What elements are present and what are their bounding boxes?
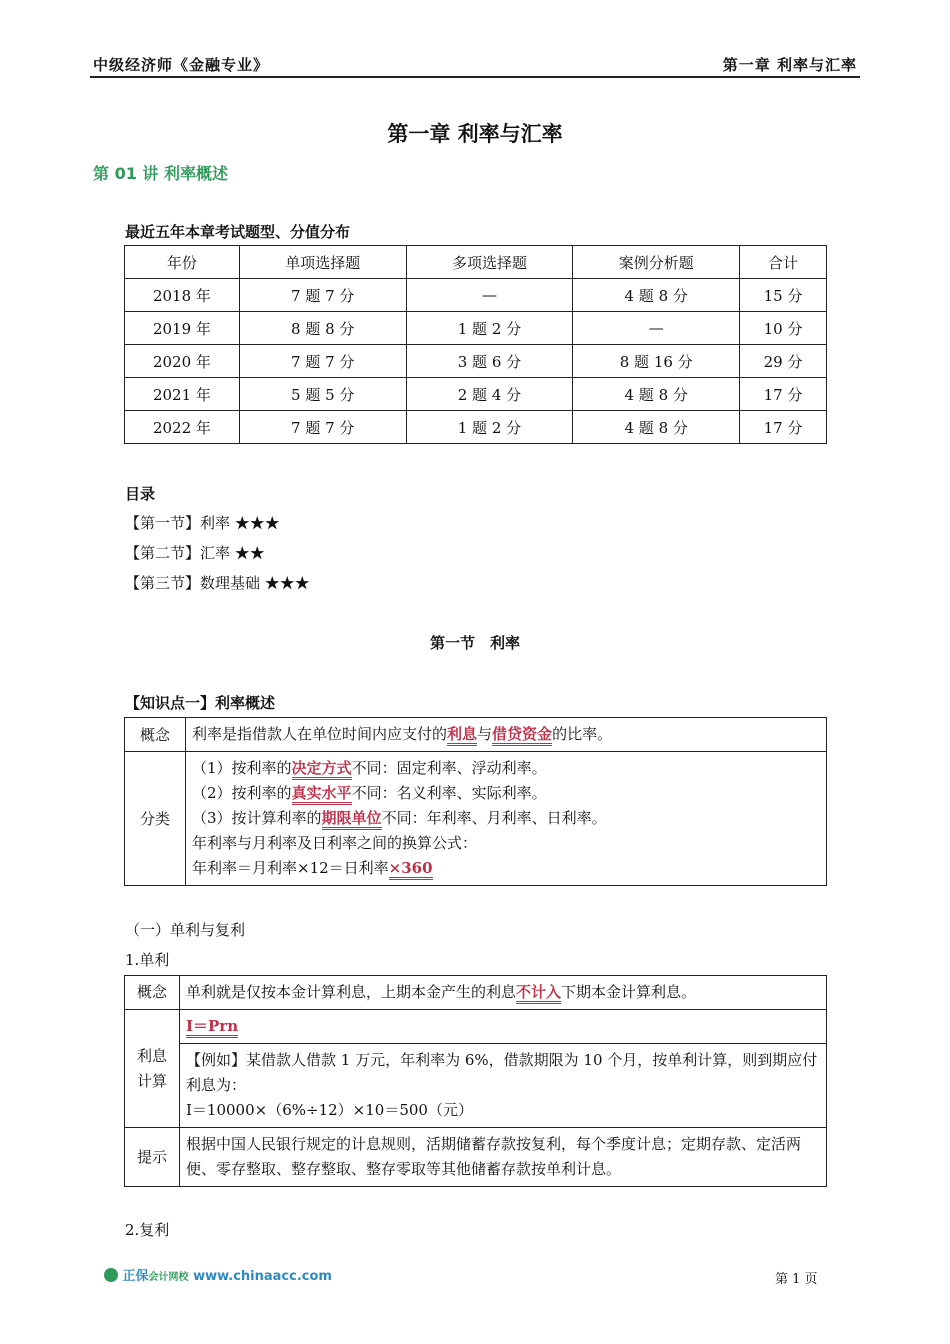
table-cell: 29 分 — [740, 345, 827, 378]
table-cell: 1 题 2 分 — [406, 312, 573, 345]
header-divider — [90, 76, 860, 78]
header-cell: 单项选择题 — [239, 246, 406, 279]
table-row — [125, 1010, 827, 1044]
table-cell: 2018 年 — [125, 279, 240, 312]
table-cell: 17 分 — [740, 378, 827, 411]
highlight-term: ×360 — [389, 859, 433, 880]
table-row — [125, 411, 827, 444]
table-row — [125, 976, 827, 1010]
table-cell: 7 题 7 分 — [239, 345, 406, 378]
table-cell: 2019 年 — [125, 312, 240, 345]
text: 的比率。 — [552, 725, 613, 743]
toc-item: 【第二节】汇率 ★★ — [125, 544, 265, 562]
conversion-caption: 年利率与月利率及日利率之间的换算公式： — [192, 834, 478, 852]
table-row — [125, 378, 827, 411]
logo-icon — [104, 1268, 118, 1282]
text: 不同：固定利率、浮动利率。 — [351, 759, 547, 777]
table-cell: 4 题 8 分 — [573, 279, 740, 312]
section-title: 第一节 利率 — [429, 634, 520, 652]
table-cell: 2020 年 — [125, 345, 240, 378]
row-label: 概念 — [125, 976, 180, 1010]
table-cell: 2 题 4 分 — [406, 378, 573, 411]
concept-text — [186, 718, 827, 752]
row-label-line: 计算 — [136, 1071, 167, 1090]
header-cell: 年份 — [125, 246, 240, 279]
highlight-term: 借贷资金 — [492, 725, 552, 746]
table-row — [125, 1128, 827, 1187]
toc-item: 【第一节】利率 ★★★ — [125, 514, 280, 532]
table-cell: 8 题 8 分 — [239, 312, 406, 345]
logo-brand: 正保 — [122, 1269, 149, 1284]
subsection-number: 2.复利 — [125, 1221, 170, 1239]
subsection-heading: （一）单利与复利 — [125, 921, 246, 939]
text: （3）按计算利率的 — [192, 809, 322, 827]
highlight-term: 真实水平 — [292, 784, 352, 805]
row-label — [125, 1010, 180, 1128]
concept-text — [180, 976, 827, 1010]
text: 下期本金计算利息。 — [561, 983, 697, 1001]
table-cell: 17 分 — [740, 411, 827, 444]
header-cell: 合计 — [740, 246, 827, 279]
table-row — [125, 345, 827, 378]
table-cell: 2022 年 — [125, 411, 240, 444]
subsection-number: 1.单利 — [125, 951, 170, 969]
header-cell: 多项选择题 — [406, 246, 573, 279]
row-label: 提示 — [125, 1128, 180, 1187]
distribution-table — [124, 245, 827, 444]
highlight-term: 决定方式 — [292, 759, 352, 780]
table-cell: 2021 年 — [125, 378, 240, 411]
example-calc: I＝10000×（6%÷12）×10＝500（元） — [186, 1101, 473, 1119]
table-row — [125, 1044, 827, 1128]
classification-text — [186, 752, 827, 886]
lecture-title: 第 01 讲 利率概述 — [93, 164, 228, 183]
logo-sub: 会计网校 — [148, 1272, 189, 1283]
text: 单利就是仅按本金计算利息，上期本金产生的利息 — [186, 983, 517, 1001]
table-header-row — [125, 246, 827, 279]
text: （2）按利率的 — [192, 784, 292, 802]
header-left-title: 中级经济师《金融专业》 — [93, 56, 270, 74]
table-cell: 4 题 8 分 — [573, 378, 740, 411]
table-row — [125, 312, 827, 345]
row-label-line: 利息 — [136, 1046, 167, 1065]
table-row — [125, 718, 827, 752]
row-label: 分类 — [125, 752, 186, 886]
table-row — [125, 752, 827, 886]
table-cell: — — [406, 279, 573, 312]
text: 不同：名义利率、实际利率。 — [351, 784, 547, 802]
table-cell: 15 分 — [740, 279, 827, 312]
classification-line — [192, 806, 820, 831]
text: 不同：年利率、月利率、日利率。 — [381, 809, 607, 827]
footer-logo[interactable] — [104, 1265, 332, 1284]
logo-url: www.chinaacc.com — [193, 1269, 332, 1284]
text: 与 — [477, 725, 493, 743]
formula: I＝Prn — [186, 1017, 238, 1038]
toc-title: 目录 — [125, 485, 156, 503]
text: 年利率＝月利率×12＝日利率 — [192, 859, 389, 877]
knowledge-point-title: 【知识点一】利率概述 — [125, 694, 276, 712]
text: （1）按利率的 — [192, 759, 292, 777]
table-row — [125, 279, 827, 312]
example-cell — [180, 1044, 827, 1128]
table-cell: 1 题 2 分 — [406, 411, 573, 444]
table-cell: 3 题 6 分 — [406, 345, 573, 378]
interest-overview-table — [124, 717, 827, 886]
table-cell: 8 题 16 分 — [573, 345, 740, 378]
header-right-title: 第一章 利率与汇率 — [722, 56, 857, 74]
row-label: 概念 — [125, 718, 186, 752]
header-cell: 案例分析题 — [573, 246, 740, 279]
text: 利率是指借款人在单位时间内应支付的 — [192, 725, 448, 743]
table-cell: 5 题 5 分 — [239, 378, 406, 411]
chapter-title: 第一章 利率与汇率 — [387, 121, 563, 146]
table-cell: 10 分 — [740, 312, 827, 345]
distribution-caption: 最近五年本章考试题型、分值分布 — [125, 223, 351, 241]
example-text: 【例如】某借款人借款 1 万元，年利率为 6%，借款期限为 10 个月，按单利计算，则到期应付利息为： — [186, 1051, 818, 1094]
table-cell: 7 题 7 分 — [239, 411, 406, 444]
formula-cell — [180, 1010, 827, 1044]
table-cell: 4 题 8 分 — [573, 411, 740, 444]
page-number: 第 1 页 — [775, 1272, 818, 1287]
tip-text: 根据中国人民银行规定的计息规则，活期储蓄存款按复利，每个季度计息；定期存款、定活两便、零存整取、整存整取、整存零取等其他储蓄存款按单利计息。 — [180, 1128, 827, 1187]
table-cell: — — [573, 312, 740, 345]
highlight-term: 期限单位 — [322, 809, 382, 830]
conversion-formula — [192, 856, 820, 881]
toc-item: 【第三节】数理基础 ★★★ — [125, 574, 310, 592]
simple-interest-table — [124, 975, 827, 1187]
classification-line — [192, 756, 820, 781]
table-cell: 7 题 7 分 — [239, 279, 406, 312]
classification-line — [192, 781, 820, 806]
highlight-term: 利息 — [447, 725, 477, 746]
highlight-term: 不计入 — [516, 983, 561, 1004]
